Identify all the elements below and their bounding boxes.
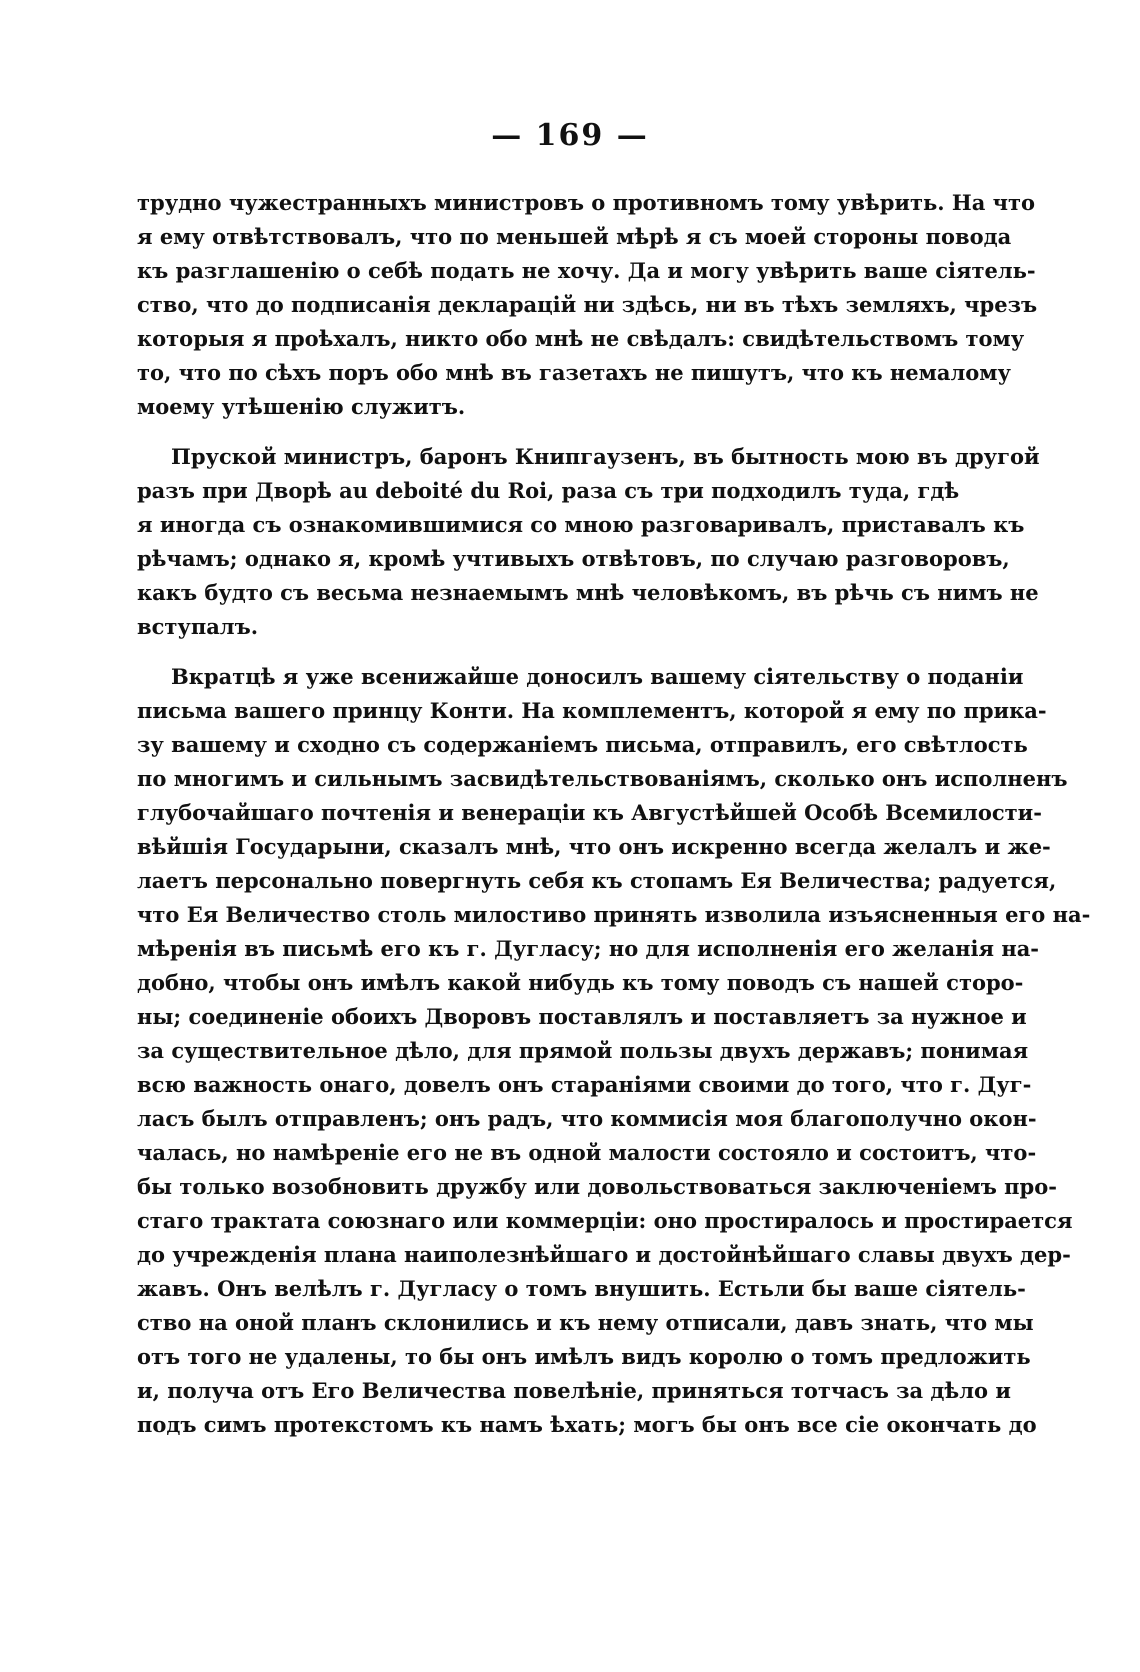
text-line: вѣйшія Государыни, сказалъ мнѣ, что онъ искренно всегда желалъ и же- (137, 834, 1051, 859)
text-line: трудно чужестранныхъ министровъ о противномъ тому увѣрить. На что (137, 190, 1035, 215)
text-line: и, получа отъ Его Величества повелѣніе, приняться тотчасъ за дѣло и (137, 1378, 1011, 1403)
text-line: отъ того не удалены, то бы онъ имѣлъ видъ королю о томъ предложить (137, 1344, 1031, 1369)
text-line: ласъ былъ отправленъ; онъ радъ, что коммисія моя благополучно окон- (137, 1106, 1037, 1131)
text-line: ство на оной планъ склонились и къ нему отписали, давъ знать, что мы (137, 1310, 1034, 1335)
text-line: то, что по сѣхъ поръ обо мнѣ въ газетахъ не пишутъ, что къ немалому (137, 360, 1011, 385)
body-text (137, 186, 1091, 1442)
paragraph-1 (137, 186, 1038, 424)
text-line: бы только возобновить дружбу или довольствоваться заключеніемъ про- (137, 1174, 1057, 1199)
text-line: за существительное дѣло, для прямой пользы двухъ державъ; понимая (137, 1038, 1029, 1063)
text-line: вступалъ. (137, 614, 259, 639)
text-line: письма вашего принцу Конти. На комплементъ, которой я ему по прика- (137, 698, 1047, 723)
paragraph-3 (137, 660, 1091, 1442)
text-line: добно, чтобы онъ имѣлъ какой нибудь къ тому поводъ съ нашей сторо- (137, 970, 1024, 995)
text-line: мѣренія въ письмѣ его къ г. Дугласу; но для исполненія его желанія на- (137, 936, 1040, 961)
text-line: стаго трактата союзнаго или коммерціи: оно простиралось и простирается (137, 1208, 1073, 1233)
text-line: къ разглашенію о себѣ подать не хочу. Да и могу увѣрить ваше сіятель- (137, 258, 1036, 283)
page-number: — 169 — (491, 118, 649, 153)
text-line: Вкратцѣ я уже всенижайше доносилъ вашему сіятельству о поданіи (171, 664, 1024, 689)
text-line: ство, что до подписанія декларацій ни здѣсь, ни въ тѣхъ земляхъ, чрезъ (137, 292, 1038, 317)
text-line: чалась, но намѣреніе его не въ одной малости состояло и состоитъ, что- (137, 1140, 1037, 1165)
text-line: моему утѣшенію служитъ. (137, 394, 466, 419)
text-line: ны; соединеніе обоихъ Дворовъ поставлялъ и поставляетъ за нужное и (137, 1004, 1027, 1029)
text-line: жавъ. Онъ велѣлъ г. Дугласу о томъ внушить. Естьли бы ваше сіятель- (137, 1276, 1026, 1301)
text-line: я ему отвѣтствовалъ, что по меньшей мѣрѣ я съ моей стороны повода (137, 224, 1012, 249)
text-line: я иногда съ ознакомившимися со мною разговаривалъ, приставалъ къ (137, 512, 1025, 537)
text-line: глубочайшаго почтенія и венераціи къ Августѣйшей Особѣ Всемилости- (137, 800, 1042, 825)
text-line: Пруской министръ, баронъ Книпгаузенъ, въ бытность мою въ другой (171, 444, 1040, 469)
paragraph-2 (137, 440, 1040, 644)
text-line: какъ будто съ весьма незнаемымъ мнѣ человѣкомъ, въ рѣчь съ нимъ не (137, 580, 1039, 605)
text-line: всю важность онаго, довелъ онъ стараніями своими до того, что г. Дуг- (137, 1072, 1032, 1097)
text-line: зу вашему и сходно съ содержаніемъ письма, отправилъ, его свѣтлость (137, 732, 1028, 757)
text-line: по многимъ и сильнымъ засвидѣтельствованіямъ, сколько онъ исполненъ (137, 766, 1068, 791)
text-line: до учрежденія плана наиполезнѣйшаго и достойнѣйшаго славы двухъ дер- (137, 1242, 1071, 1267)
text-line: рѣчамъ; однако я, кромѣ учтивыхъ отвѣтовъ, по случаю разговоровъ, (137, 546, 1010, 571)
text-line: лаетъ персонально повергнуть себя къ стопамъ Ея Величества; радуется, (137, 868, 1057, 893)
text-line: которыя я проѣхалъ, никто обо мнѣ не свѣдалъ: свидѣтельствомъ тому (137, 326, 1025, 351)
text-line: подъ симъ протекстомъ къ намъ ѣхать; могъ бы онъ все сіе окончать до (137, 1412, 1037, 1437)
text-line: что Ея Величество столь милостиво принять изволила изъясненныя его на- (137, 902, 1091, 927)
text-line: разъ при Дворѣ au deboité du Roi, раза съ три подходилъ туда, гдѣ (137, 478, 960, 503)
